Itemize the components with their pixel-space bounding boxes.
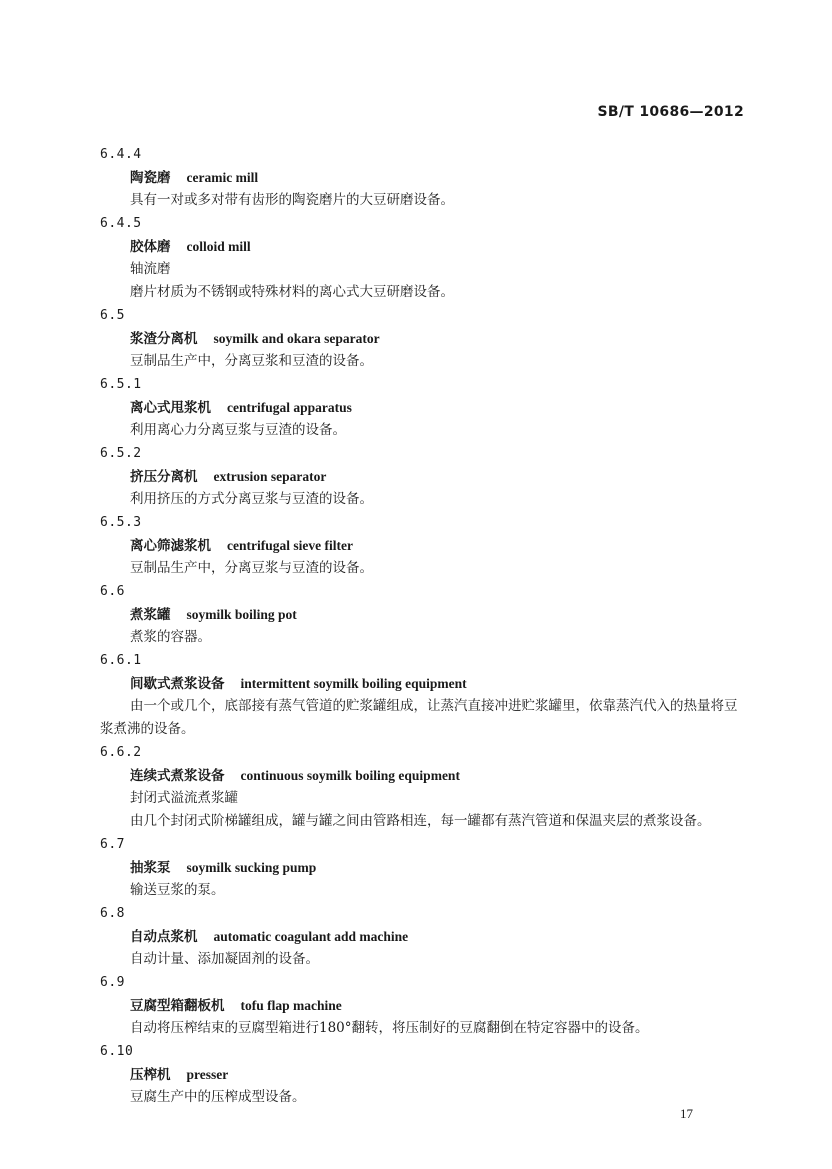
term-cn: 挤压分离机 (130, 469, 198, 485)
term-cn: 连续式煮浆设备 (130, 768, 225, 784)
term-title (100, 672, 750, 695)
term-title (100, 465, 750, 488)
term-title (100, 994, 750, 1017)
definition-line: 封闭式溢流煮浆罐 (130, 790, 238, 806)
term-cn: 抽浆泵 (130, 860, 171, 876)
term-title (100, 235, 750, 258)
term-title (100, 603, 750, 626)
clause-number: 6.5.3 (100, 515, 142, 530)
term-cn: 陶瓷磨 (130, 170, 171, 186)
term-en: soymilk sucking pump (186, 860, 317, 875)
term-en: soymilk and okara separator (213, 331, 380, 346)
definition-line: 利用离心力分离豆浆与豆渣的设备。 (130, 422, 346, 438)
term-cn: 压榨机 (130, 1067, 171, 1083)
term-en: centrifugal sieve filter (227, 538, 353, 553)
clause-number: 6.10 (100, 1044, 134, 1059)
term-en: automatic coagulant add machine (213, 929, 409, 944)
clause-number: 6.5 (100, 308, 125, 323)
clause-number: 6.5.1 (100, 377, 142, 392)
clause-number: 6.8 (100, 906, 125, 921)
clause-number: 6.6.1 (100, 653, 142, 668)
definition-line: 煮浆的容器。 (130, 629, 211, 645)
definition-paragraph: 由一个或几个，底部接有蒸气管道的贮浆罐组成，让蒸汽直接冲进贮浆罐里，依靠蒸汽代入的热量将豆浆煮沸的设备。 (100, 698, 738, 737)
standard-code: SB/T 10686—2012 (597, 104, 744, 120)
term-en: centrifugal apparatus (227, 400, 352, 415)
clause-number: 6.6.2 (100, 745, 142, 760)
clause-number: 6.5.2 (100, 446, 142, 461)
term-en: presser (186, 1067, 229, 1082)
term-title (100, 764, 750, 787)
term-en: colloid mill (186, 239, 251, 254)
term-cn: 间歇式煮浆设备 (130, 676, 225, 692)
definition-line: 具有一对或多对带有齿形的陶瓷磨片的大豆研磨设备。 (130, 192, 454, 208)
document-body (100, 143, 750, 1109)
term-en: ceramic mill (186, 170, 259, 185)
clause-number: 6.9 (100, 975, 125, 990)
term-title (100, 327, 750, 350)
term-en: continuous soymilk boiling equipment (240, 768, 460, 783)
clause-number: 6.4.5 (100, 216, 142, 231)
definition-line: 自动将压榨结束的豆腐型箱进行180°翻转，将压制好的豆腐翻倒在特定容器中的设备。 (130, 1020, 649, 1036)
term-title (100, 166, 750, 189)
term-en: soymilk boiling pot (186, 607, 297, 622)
term-cn: 煮浆罐 (130, 607, 171, 623)
term-title (100, 534, 750, 557)
term-cn: 胶体磨 (130, 239, 171, 255)
term-cn: 离心式甩浆机 (130, 400, 211, 416)
term-cn: 浆渣分离机 (130, 331, 198, 347)
definition-line: 豆制品生产中，分离豆浆和豆渣的设备。 (130, 353, 373, 369)
page-number: 17 (680, 1106, 693, 1121)
definition-line: 豆腐生产中的压榨成型设备。 (130, 1089, 306, 1105)
definition-line: 输送豆浆的泵。 (130, 882, 225, 898)
clause-number: 6.4.4 (100, 147, 142, 162)
definition-line: 轴流磨 (130, 261, 171, 277)
term-title (100, 1063, 750, 1086)
clause-number: 6.6 (100, 584, 125, 599)
term-en: tofu flap machine (240, 998, 342, 1013)
clause-number: 6.7 (100, 837, 125, 852)
definition-line: 磨片材质为不锈钢或特殊材料的离心式大豆研磨设备。 (130, 284, 454, 300)
term-cn: 自动点浆机 (130, 929, 198, 945)
term-en: intermittent soymilk boiling equipment (240, 676, 467, 691)
term-title (100, 396, 750, 419)
term-en: extrusion separator (213, 469, 327, 484)
definition-line: 利用挤压的方式分离豆浆与豆渣的设备。 (130, 491, 373, 507)
definition-line: 自动计量、添加凝固剂的设备。 (130, 951, 319, 967)
term-cn: 豆腐型箱翻板机 (130, 998, 225, 1014)
definition-line: 豆制品生产中，分离豆浆与豆渣的设备。 (130, 560, 373, 576)
term-title (100, 925, 750, 948)
term-title (100, 856, 750, 879)
definition-line: 由几个封闭式阶梯罐组成，罐与罐之间由管路相连，每一罐都有蒸汽管道和保温夹层的煮浆设备。 (130, 813, 711, 829)
term-cn: 离心筛滤浆机 (130, 538, 211, 554)
